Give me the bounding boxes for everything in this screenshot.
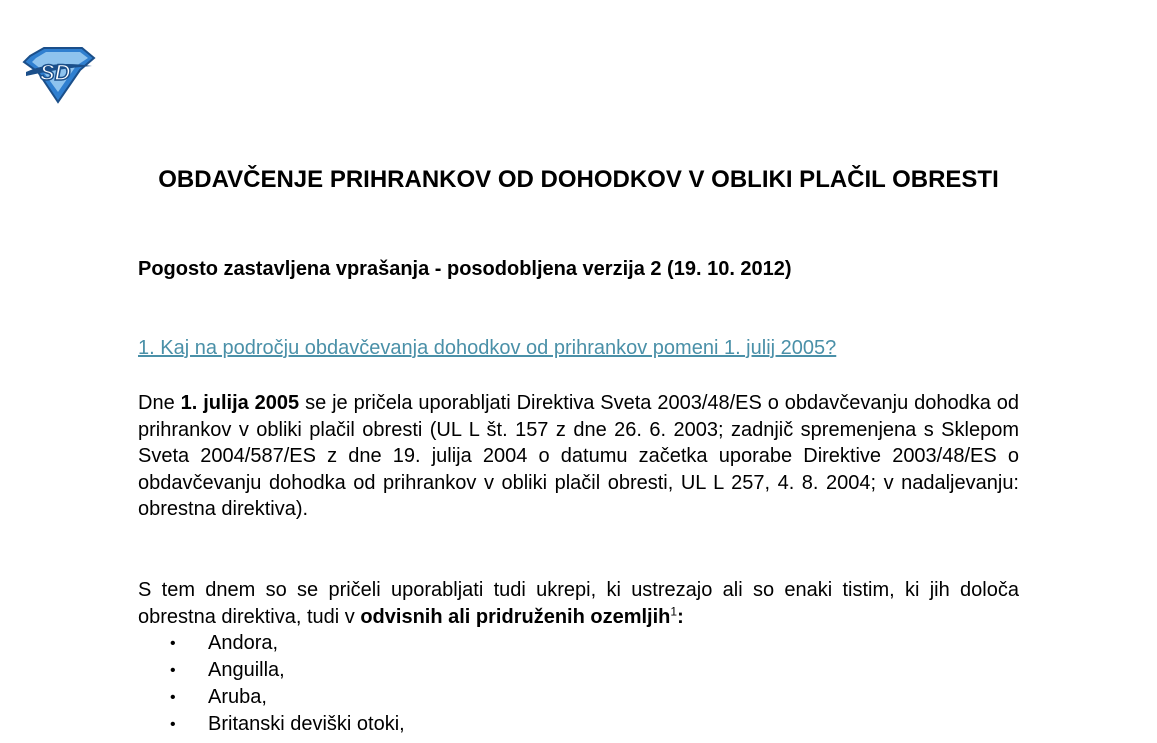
list-item-label: Andora, [208,632,279,654]
paragraph-1-body: se je pričela uporabljati Direktiva Sveta 2003/48/ES o obdavčevanju dohodka od prihrankov v obliki plačil obresti (UL L št. 157 z dne 26. 6. 2003; zadnjič spremenjena s Sklepom Sveta 2004/587/ES z dne 19. julija 2004 o datumu začetka uporabe Direktive 2003/48/ES o obdavčevanju dohodka od prihrankov v obliki plačil obresti, UL L 257, 4. 8. 2004; v nadaljevanju: obrestna direktiva). [138,392,1020,521]
bullet-icon: • [170,635,176,652]
paragraph-1-pre: Dne [138,392,181,414]
bullet-icon: • [170,716,176,733]
list-item [170,684,405,711]
list-item [170,657,405,684]
logo-text: SD [40,60,71,85]
shield-logo-icon [22,46,96,104]
list-item [170,711,405,738]
territory-list [170,630,405,738]
list-item [170,630,405,657]
paragraph-2-pre: S tem dnem so se pričeli uporabljati tudi ukrepi, ki ustrezajo ali so enaki tistim, ki jih določa obrestna direktiva, tudi v [138,579,1019,628]
paragraph-2-colon: : [677,605,684,628]
document-subtitle: Pogosto zastavljena vprašanja - posodobljena verzija 2 (19. 10. 2012) [138,258,792,280]
list-item-label: Anguilla, [208,659,285,681]
company-logo [22,46,96,104]
question-1-heading[interactable]: 1. Kaj na področju obdavčevanja dohodkov od prihrankov pomeni 1. julij 2005? [138,337,837,359]
paragraph-2-emphasis: odvisnih ali pridruženih ozemljih [360,605,671,628]
paragraph-2 [138,577,1019,630]
bullet-icon: • [170,689,176,706]
paragraph-1-date: 1. julija 2005 [180,392,300,414]
footnote-reference[interactable]: 1 [670,603,678,618]
list-item-label: Aruba, [208,686,267,708]
list-item-label: Britanski deviški otoki, [208,713,405,735]
document-title: OBDAVČENJE PRIHRANKOV OD DOHODKOV V OBLIKI PLAČIL OBRESTI [158,166,999,193]
bullet-icon: • [170,662,176,679]
paragraph-1 [138,390,1019,523]
